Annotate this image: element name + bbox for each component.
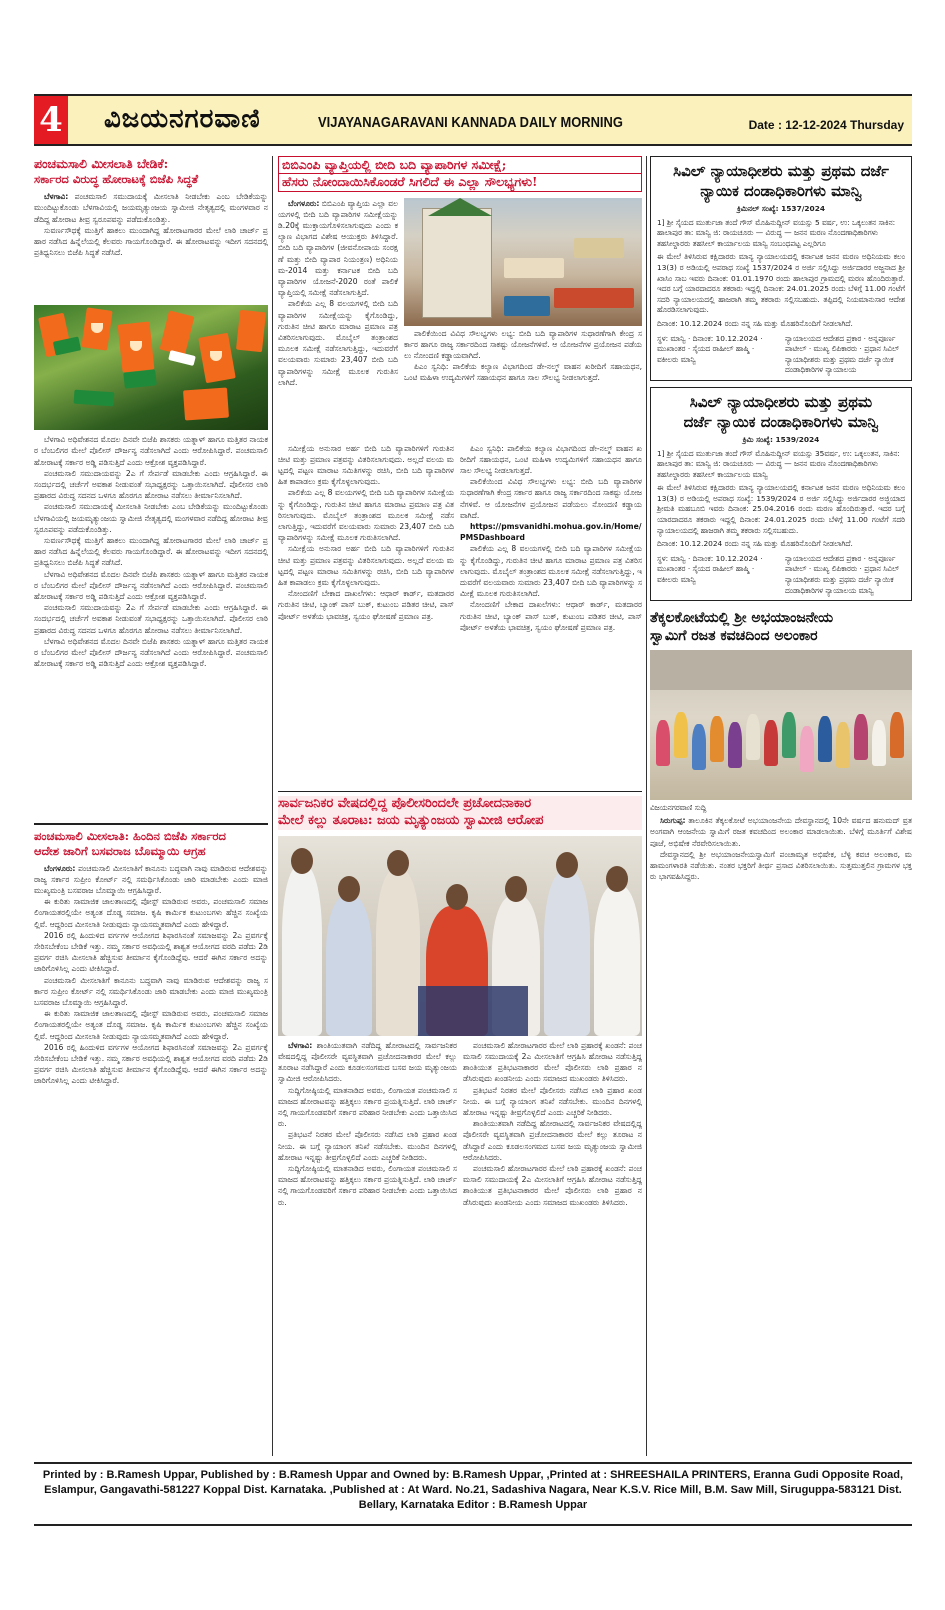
- paragraph: ಪಂಚಮಸಾಲಿ ಹೋರಾಟಗಾರರ ಮೇಲೆ ಲಾಠಿ ಪ್ರಹಾರಕ್ಕೆ ಖಂಡನೆ: ಪಂಚಮಸಾಲಿ ಸಮುದಾಯಕ್ಕೆ 2ಎ ಮೀಸಲಾತಿಗೆ ಆಗ್ರಹಿಸಿ ಹೋರಾಟ ನಡೆಸುತ್ತಿದ್ದ ಶಾಂತಿಯುತ ಪ್ರತಿಭಟನಾಕಾರರ ಮೇಲೆ ಪೊಲೀಸರು ಲಾಠಿ ಪ್ರಹಾರ ನಡೆಸಿರುವುದು ಖಂಡನೀಯ ಎಂದು ಸಮಾಜದ ಮುಖಂಡರು ತಿಳಿಸಿದರು.: [463, 1040, 642, 1084]
- paragraph: ಪಾಲಿಕೆಯ ಎಲ್ಲ 8 ವಲಯಗಳಲ್ಲಿ ಬೀದಿ ಬದಿ ವ್ಯಾಪಾರಿಗಳ ಸಮೀಕ್ಷೆಯನ್ನು ಕೈಗೊಂಡಿದ್ದು, ಗುರುತಿನ ಚೀಟಿ ಹಾಗೂ ಮಾರಾಟ ಪ್ರಮಾಣ ಪತ್ರ ವಿತರಿಸಲಾಗುವುದು. ಮೊಬೈಲ್ ತಂತ್ರಾಂಶದ ಮೂಲಕ ಸಮೀಕ್ಷೆ ನಡೆಸಲಾಗುತ್ತಿದ್ದು, ಇದುವರೆಗೆ ವಲಯವಾರು ಸುಮಾರು 23,407 ಬೀದಿ ಬದಿ ವ್ಯಾಪಾರಿಗಳನ್ನು ಸಮೀಕ್ಷೆ ಮೂಲಕ ಗುರುತಿಸಲಾಗಿದೆ.: [460, 544, 642, 599]
- masthead: [34, 94, 912, 146]
- paragraph: ಪಂಚಮಸಾಲಿ ಸಮುದಾಯಕ್ಕೆ ಮೀಸಲಾತಿ ನೀಡಬೇಕು ಎಂಬ ಬೇಡಿಕೆಯನ್ನು ಮುಂದಿಟ್ಟುಕೊಂಡು ಬೆಳಗಾವಿಯಲ್ಲಿ ಜಯಮೃತ್ಯುಂಜಯ ಸ್ವಾಮೀಜಿ ನೇತೃತ್ವದಲ್ಲಿ ಮಂಗಳವಾರ ನಡೆದಿದ್ದ ಹೋರಾಟ ತೀವ್ರ ಸ್ವರೂಪವನ್ನು ಪಡೆದುಕೊಂಡಿತ್ತು.: [34, 502, 268, 534]
- person-icon: [800, 726, 814, 772]
- article-headline-line2: ಆದೇಶ ಜಾರಿಗೆ ಬಸವರಾಜ ಬೊಮ್ಮಾಯಿ ಆಗ್ರಹ: [34, 843, 206, 858]
- paragraph: ಈ ಕುರಿತು ಸಾಮಾಜಿಕ ಜಾಲತಾಣದಲ್ಲಿ ಪೋಸ್ಟ್ ಮಾಡಿರುವ ಅವರು, ಪಂಚಮಸಾಲಿ ಸಮಾಜ ಲಿಂಗಾಯತರಲ್ಲಿಯೇ ಅತ್ಯಂತ ದೊಡ್ಡ ಸಮಾಜ. ಕೃಷಿ ಕಾರ್ಮಿಕ ಕುಟುಂಬಗಳು ಹೆಚ್ಚಿನ ಸಂಖ್ಯೆಯಲ್ಲಿವೆ. ಆದ್ದರಿಂದ ಮೀಸಲಾತಿ ನೀಡುವುದು ನ್ಯಾಯಸಮ್ಮತವಾಗಿದೆ ಎಂದು ಹೇಳಿದ್ದಾರೆ.: [34, 1009, 268, 1041]
- building-icon: [422, 208, 492, 318]
- notice-body: ಈ ಮೇಲೆ ತಿಳಿಸಿರುವ ಕಕ್ಷಿದಾರರು ಮಾನ್ಯ ನ್ಯಾಯಾಲಯದಲ್ಲಿ ಕರ್ನಾಟಕ ಜನನ ಮರಣ ಅಧಿನಿಯಮ ಕಲಂ 13(3) ರ ಅಡಿಯಲ್ಲಿ ಅಪರಾಧ ಸಂಖ್ಯೆ 1537/2024 ರ ಅರ್ಜಿ ಸಲ್ಲಿಸಿದ್ದು ಅರ್ಜಿದಾರರ ಅಜ್ಜನಾದ ಶ್ರೀ ಖಾಸಿಂ ಸಾಬ ಇವರು ದಿನಾಂಕ: 01.01.1970 ರಂದು ಹಾಲಾಪುರ ಗ್ರಾಮದಲ್ಲಿ ಮರಣ ಹೊಂದಿರುತ್ತಾರೆ. ಇದರ ಬಗ್ಗೆ ಯಾರದಾದರೂ ತಕರಾರು ಇದ್ದಲ್ಲಿ ದಿನಾಂಕ: 24.01.2025 ರಂದು ಬೆಳಿಗ್ಗೆ 11.00 ಗಂಟೆಗೆ ಸದರಿ ನ್ಯಾಯಾಲಯದಲ್ಲಿ ಹಾಜರಾಗಿ ತಮ್ಮ ತಕರಾರು ಸಲ್ಲಿಸಬಹುದು. ತಪ್ಪಿದಲ್ಲಿ ನಿಯಮಾನುಸಾರ ಆದೇಶ ಹೊರಡಿಸಲಾಗುವುದು.: [657, 252, 905, 315]
- flag-icon: [168, 350, 196, 366]
- person-icon: [674, 712, 688, 758]
- paragraph: ದೇವಸ್ಥಾನದಲ್ಲಿ ಶ್ರೀ ಅಭಯಾಂಜನೇಯಸ್ವಾಮಿಗೆ ಪಂಚಾಮೃತ ಅಭಿಷೇಕ, ಬೆಳ್ಳಿ ಕವಚ ಅಲಂಕಾರ, ಮಹಾಮಂಗಳಾರತಿ ನಡೆಯಿತು. ನಂತರ ಭಕ್ತರಿಗೆ ತೀರ್ಥ ಪ್ರಸಾದ ವಿತರಿಸಲಾಯಿತು. ಸುತ್ತಮುತ್ತಲಿನ ಗ್ರಾಮಗಳ ಭಕ್ತರು ಭಾಗವಹಿಸಿದ್ದರು.: [650, 849, 912, 882]
- paragraph: ಪಿಎಂ ಸ್ವನಿಧಿ: ಪಾಲಿಕೆಯ ಕಲ್ಯಾಣ ವಿಭಾಗದಿಂದ ಡೇ-ನಲ್ಮ್ ವಾಹನ ಖರೀದಿಗೆ ಸಹಾಯಧನ, ಒಂಟಿ ಮಹಿಳಾ ಉದ್ಯಮಿಗಳಿಗೆ ಸಹಾಯಧನ ಹಾಗೂ ಸಾಲ ಸೌಲಭ್ಯ ನೀಡಲಾಗುತ್ತದೆ.: [404, 362, 642, 383]
- article-body-continued: [278, 443, 454, 787]
- dateline: ಬೆಳಗಾವಿ:: [44, 192, 69, 202]
- stall-icon: [574, 238, 624, 258]
- column-right: [650, 156, 912, 1456]
- article-body-continued: [34, 434, 268, 819]
- temple-wall-icon: [650, 650, 912, 690]
- article-panchamasali-bjp: [34, 156, 268, 819]
- article-headline-line2: ಸ್ವಾಮಿಗೆ ರಜತ ಕವಚದಿಂದ ಅಲಂಕಾರ: [650, 628, 818, 645]
- person-icon: [764, 720, 778, 766]
- paragraph: ಈ ಕುರಿತು ಸಾಮಾಜಿಕ ಜಾಲತಾಣದಲ್ಲಿ ಪೋಸ್ಟ್ ಮಾಡಿರುವ ಅವರು, ಪಂಚಮಸಾಲಿ ಸಮಾಜ ಲಿಂಗಾಯತರಲ್ಲಿಯೇ ಅತ್ಯಂತ ದೊಡ್ಡ ಸಮಾಜ. ಕೃಷಿ ಕಾರ್ಮಿಕ ಕುಟುಂಬಗಳು ಹೆಚ್ಚಿನ ಸಂಖ್ಯೆಯಲ್ಲಿವೆ. ಆದ್ದರಿಂದ ಮೀಸಲಾತಿ ನೀಡುವುದು ನ್ಯಾಯಸಮ್ಮತವಾಗಿದೆ ಎಂದು ಹೇಳಿದ್ದಾರೆ.: [34, 897, 268, 929]
- person-icon: [594, 886, 640, 1036]
- paragraph: ಪಂಚಮಸಾಲಿ ಸಮುದಾಯಕ್ಕೆ ಮೀಸಲಾತಿ ನೀಡಬೇಕು ಎಂಬ ಬೇಡಿಕೆಯನ್ನು ಮುಂದಿಟ್ಟುಕೊಂಡು ಬೆಳಗಾವಿಯಲ್ಲಿ ಜಯಮೃತ್ಯುಂಜಯ ಸ್ವಾಮೀಜಿ ನೇತೃತ್ವದಲ್ಲಿ ಮಂಗಳವಾರ ನಡೆದಿದ್ದ ಹೋರಾಟ ತೀವ್ರ ಸ್ವರೂಪವನ್ನು ಪಡೆದುಕೊಂಡಿತ್ತು.: [34, 192, 268, 224]
- court-notice-1539: [650, 387, 912, 601]
- advocate-block: ಸ್ಥಳ: ಮಾನ್ವಿ · ದಿನಾಂಕ: 10.12.2024 · ಮುಖಾಂತರ · ಸೈಯದ ರಾಹೀಲ್ ಹಾಷ್ಮಿ · ವಕೀಲರು ಮಾನ್ವಿ: [657, 553, 763, 585]
- newspaper-title-kannada: ವಿಜಯನಗರವಾಣಿ: [104, 104, 261, 134]
- person-icon: [746, 714, 760, 760]
- article-headline-line1: ತೆಕ್ಕಲಕೋಟೆಯಲ್ಲಿ ಶ್ರೀ ಅಭಯಾಂಜನೇಯ: [650, 610, 834, 627]
- person-icon: [376, 870, 420, 1036]
- paragraph: ಪಾಲಿಕೆಯಿಂದ ವಿವಿಧ ಸೌಲಭ್ಯಗಳು ಲಭ್ಯ: ಬೀದಿ ಬದಿ ವ್ಯಾಪಾರಿಗಳ ಸುಧಾರಣೆಗಾಗಿ ಕೇಂದ್ರ ಸರ್ಕಾರ ಹಾಗೂ ರಾಜ್ಯ ಸರ್ಕಾರದಿಂದ ಸಾಕಷ್ಟು ಯೋಜನೆಗಳಿವೆ. ಆ ಯೋಜನೆಗಳ ಪ್ರಯೋಜನ ಪಡೆಯಲು ನೋಂದಣಿ ಕಡ್ಡಾಯವಾಗಿದೆ.: [460, 477, 642, 520]
- paragraph: ಪಂಚಮಸಾಲಿ ಹೋರಾಟಗಾರರ ಮೇಲೆ ಲಾಠಿ ಪ್ರಹಾರಕ್ಕೆ ಖಂಡನೆ: ಪಂಚಮಸಾಲಿ ಸಮುದಾಯಕ್ಕೆ 2ಎ ಮೀಸಲಾತಿಗೆ ಆಗ್ರಹಿಸಿ ಹೋರಾಟ ನಡೆಸುತ್ತಿದ್ದ ಶಾಂತಿಯುತ ಪ್ರತಿಭಟನಾಕಾರರ ಮೇಲೆ ಪೊಲೀಸರು ಲಾಠಿ ಪ್ರಹಾರ ನಡೆಸಿರುವುದು ಖಂಡನೀಯ ಎಂದು ಸಮಾಜದ ಮುಖಂಡರು ತಿಳಿಸಿದರು.: [463, 1164, 642, 1207]
- article-bommai-demand: [34, 829, 268, 1423]
- notice-signatures: [657, 334, 905, 376]
- paragraph: ನೋಂದಣಿಗೆ ಬೇಕಾದ ದಾಖಲೆಗಳು: ಆಧಾರ್ ಕಾರ್ಡ್, ಮತದಾರರ ಗುರುತಿನ ಚೀಟಿ, ಬ್ಯಾಂಕ್ ಪಾಸ್ ಬುಕ್, ಕುಟುಂಬ ಪಡಿತರ ಚೀಟಿ, ಪಾಸ್ ಪೋರ್ಟ್ ಅಳತೆಯ ಭಾವಚಿತ್ರ, ಸ್ವಯಂ ಘೋಷಣೆ ಪ್ರಮಾಣ ಪತ್ರ.: [278, 589, 454, 621]
- article-abhayanjaneya-temple: [650, 609, 912, 925]
- flag-icon: [183, 388, 229, 421]
- paragraph: ಬೆಳಗಾವಿ ಅಧಿವೇಶನದ ಮೊದಲ ದಿನವೇ ಬಿಜೆಪಿ ಶಾಸಕರು ಯತ್ನಾಳ್ ಹಾಗೂ ಮತ್ತಿತರ ನಾಯಕರ ಬೆಂಬಲಿಗರ ಮೇಲೆ ಪೊಲೀಸ್ ದೌರ್ಜನ್ಯ ನಡೆಸಲಾಗಿದೆ ಎಂದು ಆರೋಪಿಸಿದ್ದಾರೆ. ಪಂಚಮಸಾಲಿ ಹೋರಾಟಕ್ಕೆ ಸರ್ಕಾರ ಅಡ್ಡಿ ಪಡಿಸುತ್ತಿದೆ ಎಂದು ಆಕ್ರೋಶ ವ್ಯಕ್ತಪಡಿಸಿದ್ದಾರೆ.: [34, 569, 268, 602]
- face-icon: [606, 866, 628, 892]
- face-icon: [291, 848, 313, 874]
- column-middle: [278, 156, 642, 1456]
- flag-icon: [160, 311, 195, 356]
- column-rule-1: [272, 156, 273, 1456]
- article-body: [34, 863, 268, 1423]
- article-divider: [34, 823, 268, 825]
- imprint-line-2: Eslampur, Gangavathi-581227 Koppal Dist. Karnataka. ,Published at : At Ward. No.21, Sadashiva Nagara, Near K.S.V. Rice Mill, B.M. Saw Mill, Siruguppa-583121 Dist.: [44, 1484, 902, 1496]
- imprint-line-3: Bellary, Karnataka Editor : B.Ramesh Uppar: [358, 1499, 588, 1511]
- paragraph: ಸುದ್ದಿಗೋಷ್ಠಿಯಲ್ಲಿ ಮಾತನಾಡಿದ ಅವರು, ಲಿಂಗಾಯತ ಪಂಚಮಸಾಲಿ ಸಮಾಜದ ಹೋರಾಟವನ್ನು ಹತ್ತಿಕ್ಕಲು ಸರ್ಕಾರ ಪ್ರಯತ್ನಿಸುತ್ತಿದೆ. ಲಾಠಿ ಚಾರ್ಜ್ ನಲ್ಲಿ ಗಾಯಗೊಂಡವರಿಗೆ ಸರ್ಕಾರ ಪರಿಹಾರ ನೀಡಬೇಕು ಎಂದು ಒತ್ತಾಯಿಸಿದರು.: [278, 1164, 457, 1207]
- website-link[interactable]: https://pmsvanidhi.mohua.gov.in/Home/PMSDashboard: [460, 521, 642, 543]
- column-rule-2: [646, 156, 647, 1456]
- paragraph: ಪಂಚಮಸಾಲಿ ಮೀಸಲಾತಿಗೆ ಕಾನೂನು ಬದ್ಧವಾಗಿ ನಾವು ಮಾಡಿರುವ ಆದೇಶವನ್ನು ರಾಜ್ಯ ಸರ್ಕಾರ ಸುಪ್ರೀಂ ಕೋರ್ಟ್ ನಲ್ಲಿ ಸಮರ್ಥಿಸಿಕೊಂಡು ಜಾರಿ ಮಾಡಬೇಕು ಎಂದು ಮಾಜಿ ಮುಖ್ಯಮಂತ್ರಿ ಬಸವರಾಜ ಬೊಮ್ಮಾಯಿ ಆಗ್ರಹಿಸಿದ್ದಾರೆ.: [34, 975, 268, 1007]
- paragraph: ಪಾಲಿಕೆಯ ಎಲ್ಲ 8 ವಲಯಗಳಲ್ಲಿ ಬೀದಿ ಬದಿ ವ್ಯಾಪಾರಿಗಳ ಸಮೀಕ್ಷೆಯನ್ನು ಕೈಗೊಂಡಿದ್ದು, ಗುರುತಿನ ಚೀಟಿ ಹಾಗೂ ಮಾರಾಟ ಪ್ರಮಾಣ ಪತ್ರ ವಿತರಿಸಲಾಗುವುದು. ಮೊಬೈಲ್ ತಂತ್ರಾಂಶದ ಮೂಲಕ ಸಮೀಕ್ಷೆ ನಡೆಸಲಾಗುತ್ತಿದ್ದು, ಇದುವರೆಗೆ ವಲಯವಾರು ಸುಮಾರು 23,407 ಬೀದಿ ಬದಿ ವ್ಯಾಪಾರಿಗಳನ್ನು ಸಮೀಕ್ಷೆ ಮೂಲಕ ಗುರುತಿಸಲಾಗಿದೆ.: [278, 488, 454, 543]
- person-icon: [782, 712, 796, 758]
- person-icon: [854, 714, 868, 760]
- paragraph: ಸಮೀಕ್ಷೆಯ ಅನುಸಾರ ಅರ್ಹ ಬೀದಿ ಬದಿ ವ್ಯಾಪಾರಿಗಳಿಗೆ ಗುರುತಿನ ಚೀಟಿ ಮತ್ತು ಪ್ರಮಾಣ ಪತ್ರವನ್ನು ವಿತರಿಸಲಾಗುವುದು. ಅಲ್ಲದೆ ವಲಯ ಮಟ್ಟದಲ್ಲಿ ಪಟ್ಟಣ ಮಾರಾಟ ಸಮಿತಿಗಳನ್ನು ರಚಿಸಿ, ಬೀದಿ ಬದಿ ವ್ಯಾಪಾರಿಗಳ ಹಿತ ಕಾಪಾಡಲು ಕ್ರಮ ಕೈಗೊಳ್ಳಲಾಗುವುದು.: [278, 544, 454, 587]
- person-icon: [890, 712, 904, 758]
- market-photo: [404, 198, 642, 326]
- paragraph: ಪಂಚಮಸಾಲಿ ಸಮುದಾಯವನ್ನು 2ಎ ಗೆ ಸೇರ್ಪಡೆ ಮಾಡಬೇಕು ಎಂದು ಆಗ್ರಹಿಸಿದ್ದಾರೆ. ಈ ಸಂದರ್ಭದಲ್ಲಿ ಚರ್ಚೆಗೆ ಅವಕಾಶ ನೀಡುವಂತೆ ಸಭಾಧ್ಯಕ್ಷರನ್ನು ಒತ್ತಾಯಿಸಲಾಗಿದೆ. ಪೊಲೀಸರ ಲಾಠಿ ಪ್ರಹಾರದ ವಿರುದ್ಧ ಸದನದ ಒಳಗೂ ಹೊರಗೂ ಹೋರಾಟ ನಡೆಸಲು ತೀರ್ಮಾನಿಸಲಾಗಿದೆ.: [34, 468, 268, 501]
- article-body-right: [463, 1040, 642, 1240]
- column-left: [34, 156, 268, 1456]
- temple-procession-photo: [650, 650, 912, 800]
- notice-issued: ದಿನಾಂಕ: 10.12.2024 ರಂದು ನನ್ನ ಸಹಿ ಮತ್ತು ಮೊಹರಿನೊಂದಿಗೆ ನೀಡಲಾಗಿದೆ.: [657, 318, 853, 328]
- article-headline-line1: ಪಂಚಮಸಾಲಿ ಮೀಸಲಾತಿ: ಹಿಂದಿನ ಬಿಜೆಪಿ ಸರ್ಕಾರದ: [34, 828, 226, 843]
- roof-icon: [428, 198, 492, 216]
- face-icon: [387, 850, 409, 876]
- person-icon: [818, 716, 832, 762]
- person-icon: [282, 866, 322, 1036]
- article-bbmp-street-vendors: [278, 156, 642, 787]
- article-headline-line2: ಸರ್ಕಾರದ ವಿರುದ್ಧ ಹೋರಾಟಕ್ಕೆ ಬಿಜೆಪಿ ಸಿದ್ಧತೆ: [34, 172, 199, 187]
- person-icon: [728, 722, 742, 768]
- stall-icon: [554, 288, 634, 308]
- paragraph: ಪಂಚಮಸಾಲಿ ಮೀಸಲಾತಿಗೆ ಕಾನೂನು ಬದ್ಧವಾಗಿ ನಾವು ಮಾಡಿರುವ ಆದೇಶವನ್ನು ರಾಜ್ಯ ಸರ್ಕಾರ ಸುಪ್ರೀಂ ಕೋರ್ಟ್ ನಲ್ಲಿ ಸಮರ್ಥಿಸಿಕೊಂಡು ಜಾರಿ ಮಾಡಬೇಕು ಎಂದು ಮಾಜಿ ಮುಖ್ಯಮಂತ್ರಿ ಬಸವರಾಜ ಬೊಮ್ಮಾಯಿ ಆಗ್ರಹಿಸಿದ್ದಾರೆ.: [34, 863, 268, 895]
- case-number: ಕ್ರಿಮಿ ಸಂಖ್ಯೆ: 1539/2024: [742, 434, 820, 444]
- article-body: [278, 1040, 457, 1240]
- paragraph: 2016 ರಲ್ಲಿ ಹಿಂದುಳಿದ ವರ್ಗಗಳ ಆಯೋಗದ ಶಿಫಾರಸಿನಂತೆ ಸಮಾಜವನ್ನು 2ಎ ಪ್ರವರ್ಗಕ್ಕೆ ಸೇರಿಸಬೇಕೆಂಬ ಬೇಡಿಕೆ ಇತ್ತು. ನಮ್ಮ ಸರ್ಕಾರ ಅವಧಿಯಲ್ಲಿ ಶಾಶ್ವತ ಆಯೋಗದ ವರದಿ ಪಡೆದು 2ಡಿ ಪ್ರವರ್ಗ ರಚಿಸಿ ಮೀಸಲಾತಿ ಹೆಚ್ಚಿಸುವ ತೀರ್ಮಾನ ಕೈಗೊಂಡಿದ್ದೆವು. ಆದರೆ ಈಗಿನ ಸರ್ಕಾರ ಅದನ್ನು ಜಾರಿಗೊಳಿಸಿಲ್ಲ ಎಂದು ಟೀಕಿಸಿದ್ದಾರೆ.: [34, 930, 268, 974]
- notice-title-line1: ಸಿವಿಲ್ ನ್ಯಾಯಾಧೀಶರು ಮತ್ತು ಪ್ರಥಮ ದರ್ಜೆ: [673, 162, 889, 180]
- paragraph: ಸುವರ್ಣಸೌಧಕ್ಕೆ ಮುತ್ತಿಗೆ ಹಾಕಲು ಮುಂದಾಗಿದ್ದ ಹೋರಾಟಗಾರರ ಮೇಲೆ ಲಾಠಿ ಚಾರ್ಜ್ ಪ್ರಹಾರ ನಡೆಸಿದ ಹಿನ್ನೆಲೆಯಲ್ಲಿ ಕೆಲವರು ಗಾಯಗೊಂಡಿದ್ದಾರೆ. ಈ ಹೋರಾಟವನ್ನು ಇದೀಗ ಸದನದಲ್ಲಿ ಪ್ರತಿಧ್ವನಿಸಲು ಬಿಜೆಪಿ ಸಿದ್ಧತೆ ನಡೆಸಿದೆ.: [34, 536, 268, 568]
- paragraph: ಪ್ರತಿಭಟನೆ ನಿರತರ ಮೇಲೆ ಪೊಲೀಸರು ನಡೆಸಿದ ಲಾಠಿ ಪ್ರಹಾರ ಖಂಡನೀಯ. ಈ ಬಗ್ಗೆ ನ್ಯಾಯಾಂಗ ತನಿಖೆ ನಡೆಸಬೇಕು. ಮುಂದಿನ ದಿನಗಳಲ್ಲಿ ಹೋರಾಟ ಇನ್ನಷ್ಟು ತೀವ್ರಗೊಳ್ಳಲಿದೆ ಎಂದು ಎಚ್ಚರಿಕೆ ನೀಡಿದರು.: [463, 1085, 642, 1117]
- case-number: ಕ್ರಿಮಿನಲ್ ಸಂಖ್ಯೆ: 1537/2024: [737, 204, 825, 213]
- paragraph: ಸುದ್ದಿಗೋಷ್ಠಿಯಲ್ಲಿ ಮಾತನಾಡಿದ ಅವರು, ಲಿಂಗಾಯತ ಪಂಚಮಸಾಲಿ ಸಮಾಜದ ಹೋರಾಟವನ್ನು ಹತ್ತಿಕ್ಕಲು ಸರ್ಕಾರ ಪ್ರಯತ್ನಿಸುತ್ತಿದೆ. ಲಾಠಿ ಚಾರ್ಜ್ ನಲ್ಲಿ ಗಾಯಗೊಂಡವರಿಗೆ ಸರ್ಕಾರ ಪರಿಹಾರ ನೀಡಬೇಕು ಎಂದು ಒತ್ತಾಯಿಸಿದರು.: [278, 1085, 457, 1129]
- press-meet-photo: [278, 836, 642, 1036]
- person-icon: [836, 722, 850, 768]
- stall-icon: [504, 258, 564, 278]
- paragraph: ತಾಲೂಕಿನ ತೆಕ್ಕಲಕೋಟೆ ಅಭಯಾಂಜನೇಯ ದೇವಸ್ಥಾನದಲ್ಲಿ 10ನೇ ವರ್ಷದ ಹನುಮದ್ ವ್ರತ ಅಂಗವಾಗಿ ಆಂಜನೇಯ ಸ್ವಾಮಿಗೆ ರಜತ ಕವಚದಿಂದ ಅಲಂಕಾರ ಮಾಡಲಾಯಿತು. ಬೆಳಿಗ್ಗೆ ಮೂರ್ತಿಗೆ ವಿಶೇಷ ಪೂಜೆ, ಅಭಿಷೇಕ ನೆರವೇರಿಸಲಾಯಿತು.: [650, 816, 912, 848]
- dateline: ಬೆಳಗಾವಿ:: [288, 1040, 313, 1050]
- table-icon: [418, 986, 528, 1036]
- paragraph: 2016 ರಲ್ಲಿ ಹಿಂದುಳಿದ ವರ್ಗಗಳ ಆಯೋಗದ ಶಿಫಾರಸಿನಂತೆ ಸಮಾಜವನ್ನು 2ಎ ಪ್ರವರ್ಗಕ್ಕೆ ಸೇರಿಸಬೇಕೆಂಬ ಬೇಡಿಕೆ ಇತ್ತು. ನಮ್ಮ ಸರ್ಕಾರ ಅವಧಿಯಲ್ಲಿ ಶಾಶ್ವತ ಆಯೋಗದ ವರದಿ ಪಡೆದು 2ಡಿ ಪ್ರವರ್ಗ ರಚಿಸಿ ಮೀಸಲಾತಿ ಹೆಚ್ಚಿಸುವ ತೀರ್ಮಾನ ಕೈಗೊಂಡಿದ್ದೆವು. ಆದರೆ ಈಗಿನ ಸರ್ಕಾರ ಅದನ್ನು ಜಾರಿಗೊಳಿಸಿಲ್ಲ ಎಂದು ಟೀಕಿಸಿದ್ದಾರೆ.: [34, 1042, 268, 1086]
- stall-icon: [504, 296, 550, 316]
- paragraph: ಪಾಲಿಕೆಯಿಂದ ವಿವಿಧ ಸೌಲಭ್ಯಗಳು ಲಭ್ಯ: ಬೀದಿ ಬದಿ ವ್ಯಾಪಾರಿಗಳ ಸುಧಾರಣೆಗಾಗಿ ಕೇಂದ್ರ ಸರ್ಕಾರ ಹಾಗೂ ರಾಜ್ಯ ಸರ್ಕಾರದಿಂದ ಸಾಕಷ್ಟು ಯೋಜನೆಗಳಿವೆ. ಆ ಯೋಜನೆಗಳ ಪ್ರಯೋಜನ ಪಡೆಯಲು ನೋಂದಣಿ ಕಡ್ಡಾಯವಾಗಿದೆ.: [404, 328, 642, 360]
- notice-parties: 1] ಶ್ರೀ ಸೈಯದ ಮುರ್ತುಜಾ ತಂದೆ ಗೌಸ್ ಮೊಹಿನುದ್ದೀನ್ ವಯಸ್ಸು 5 ವರ್ಷ, ಉ: ಒಕ್ಕಲುತನ ಸಾಕಿನ: ಹಾಲಾಪುರ ತಾ: ಮಾನ್ವಿ ಜಿ: ರಾಯಚೂರು — ವಿರುದ್ಧ — ಜನನ ಮರಣ ನೊಂದಣಾಧಿಕಾರಿಗಳು ತಹಸೀಲ್ದಾರರು ತಹಸೀಲ್ ಕಾರ್ಯಾಲಯ ಮಾನ್ವಿ ಸಂಬಂಧಪಟ್ಟ ಎಲ್ಲರಿಗೂ: [657, 217, 896, 248]
- notice-title-line2: ದರ್ಜೆ ನ್ಯಾಯಿಕ ದಂಡಾಧಿಕಾರಿಗಳು ಮಾನ್ವಿ: [683, 412, 879, 431]
- notice-parties: 1] ಶ್ರೀ ಸೈಯದ ಮುರ್ತುಜಾ ತಂದೆ ಗೌಸ್ ಮೊಹಿನುದ್ದೀನ್ ವಯಸ್ಸು 35ವರ್ಷ, ಉ: ಒಕ್ಕಲುತನ, ಸಾಕಿನ: ಹಾಲಾಪುರ ತಾ: ಮಾನ್ವಿ ಜಿ: ರಾಯಚೂರು — ವಿರುದ್ಧ — ಜನನ ಮರಣ ನೊಂದಣಾಧಿಕಾರಿಗಳು ತಹಸೀಲ್ದಾರರು ತಹಸೀಲ್ ಕಾರ್ಯಾಲಯ ಮಾನ್ವಿ: [657, 448, 900, 479]
- paragraph: ಪಿಎಂ ಸ್ವನಿಧಿ: ಪಾಲಿಕೆಯ ಕಲ್ಯಾಣ ವಿಭಾಗದಿಂದ ಡೇ-ನಲ್ಮ್ ವಾಹನ ಖರೀದಿಗೆ ಸಹಾಯಧನ, ಒಂಟಿ ಮಹಿಳಾ ಉದ್ಯಮಿಗಳಿಗೆ ಸಹಾಯಧನ ಹಾಗೂ ಸಾಲ ಸೌಲಭ್ಯ ನೀಡಲಾಗುತ್ತದೆ.: [460, 443, 642, 475]
- article-sidebar-text: [404, 328, 642, 443]
- newspaper-title-english: VIJAYANAGARAVANI KANNADA DAILY MORNING: [318, 114, 623, 131]
- article-body: [34, 191, 268, 301]
- article-swamiji-allegation: [278, 796, 642, 1240]
- person-icon: [872, 720, 886, 766]
- issue-date: Date : 12-12-2024 Thursday: [748, 118, 904, 132]
- paragraph: ಬೆಳಗಾವಿ ಅಧಿವೇಶನದ ಮೊದಲ ದಿನವೇ ಬಿಜೆಪಿ ಶಾಸಕರು ಯತ್ನಾಳ್ ಹಾಗೂ ಮತ್ತಿತರ ನಾಯಕರ ಬೆಂಬಲಿಗರ ಮೇಲೆ ಪೊಲೀಸ್ ದೌರ್ಜನ್ಯ ನಡೆಸಲಾಗಿದೆ ಎಂದು ಆರೋಪಿಸಿದ್ದಾರೆ. ಪಂಚಮಸಾಲಿ ಹೋರಾಟಕ್ಕೆ ಸರ್ಕಾರ ಅಡ್ಡಿ ಪಡಿಸುತ್ತಿದೆ ಎಂದು ಆಕ್ರೋಶ ವ್ಯಕ್ತಪಡಿಸಿದ್ದಾರೆ.: [34, 636, 268, 669]
- page-number: 4: [34, 96, 68, 144]
- paragraph: ಬಿಬಿಎಂಪಿ ವ್ಯಾಪ್ತಿಯ ಎಲ್ಲಾ ವಲಯಗಳಲ್ಲಿ ಬೀದಿ ಬದಿ ವ್ಯಾಪಾರಿಗಳ ಸಮೀಕ್ಷೆಯನ್ನು ಡಿ.20ಕ್ಕೆ ಮುಕ್ತಾಯಗೊಳಿಸಲಾಗುವುದು ಎಂದು ಕಲ್ಯಾಣ ವಿಭಾಗದ ವಿಶೇಷ ಆಯುಕ್ತರು ತಿಳಿಸಿದ್ದಾರೆ. ಬೀದಿ ಬದಿ ವ್ಯಾಪಾರಿಗಳ (ಜೀವನೋಪಾಯ ಸಂರಕ್ಷಣೆ ಮತ್ತು ಬೀದಿ ವ್ಯಾಪಾರ ನಿಯಂತ್ರಣ) ಅಧಿನಿಯಮ-2014 ಮತ್ತು ಕರ್ನಾಟಕ ಬೀದಿ ಬದಿ ವ್ಯಾಪಾರಿಗಳ ಯೋಜನೆ-2020 ರಂತೆ ಪಾಲಿಕೆ ವ್ಯಾಪ್ತಿಯಲ್ಲಿ ಸಮೀಕ್ಷೆ ನಡೆಸಲಾಗುತ್ತಿದೆ.: [278, 198, 398, 298]
- flag-icon: [123, 370, 156, 389]
- bjp-flags-photo: [34, 305, 268, 430]
- face-icon: [505, 876, 527, 902]
- notice-body: ಈ ಮೇಲೆ ತಿಳಿಸಿರುವ ಕಕ್ಷಿದಾರರು ಮಾನ್ಯ ನ್ಯಾಯಾಲಯದಲ್ಲಿ ಕರ್ನಾಟಕ ಜನನ ಮರಣ ಅಧಿನಿಯಮ ಕಲಂ 13(3) ರ ಅಡಿಯಲ್ಲಿ ಅಪರಾಧ ಸಂಖ್ಯೆ: 1539/2024 ರ ಅರ್ಜಿ ಸಲ್ಲಿಸಿದ್ದು ಅರ್ಜಿದಾರರ ಅಜ್ಜಿಯಾದ ಶ್ರೀಮತಿ ಮಹಬೂಬಿ ಇವರು ದಿನಾಂಕ: 25.04.2016 ರಂದು ಮರಣ ಹೊಂದಿರುತ್ತಾರೆ. ಇದರ ಬಗ್ಗೆ ಯಾರದಾದರೂ ತಕರಾರು ಇದ್ದಲ್ಲಿ ದಿನಾಂಕ: 24.01.2025 ರಂದು ಬೆಳಿಗ್ಗೆ 11.00 ಗಂಟೆಗೆ ಸದರಿ ನ್ಯಾಯಾಲಯದಲ್ಲಿ ಹಾಜರಾಗಿ ತಮ್ಮ ತಕರಾರು ಸಲ್ಲಿಸಬಹುದು.: [657, 483, 905, 535]
- dateline: ಬೆಂಗಳೂರು:: [44, 863, 76, 873]
- paragraph: ಸುವರ್ಣಸೌಧಕ್ಕೆ ಮುತ್ತಿಗೆ ಹಾಕಲು ಮುಂದಾಗಿದ್ದ ಹೋರಾಟಗಾರರ ಮೇಲೆ ಲಾಠಿ ಚಾರ್ಜ್ ಪ್ರಹಾರ ನಡೆಸಿದ ಹಿನ್ನೆಲೆಯಲ್ಲಿ ಕೆಲವರು ಗಾಯಗೊಂಡಿದ್ದಾರೆ. ಈ ಹೋರಾಟವನ್ನು ಇದೀಗ ಸದನದಲ್ಲಿ ಪ್ರತಿಧ್ವನಿಸಲು ಬಿಜೆಪಿ ಸಿದ್ಧತೆ ನಡೆಸಿದೆ.: [34, 225, 268, 258]
- court-clerk-block: ನ್ಯಾಯಾಲಯದ ಆದೇಶದ ಪ್ರಕಾರ · ಅನ್ನಪೂರ್ಣ ಪಾಟೀಲ್ · ಮುಖ್ಯ ಲಿಪಿಕಾರರು · ಪ್ರಧಾನ ಸಿವಿಲ್ ನ್ಯಾಯಾಧೀಶರು ಮತ್ತು ಪ್ರಥಮ ದರ್ಜೆ ನ್ಯಾಯಿಕ ದಂಡಾಧಿಕಾರಿಗಳ ನ್ಯಾಯಾಲಯ: [785, 333, 900, 375]
- flag-icon: [74, 390, 115, 407]
- notice-signatures: [657, 554, 905, 596]
- paragraph: ಪ್ರತಿಭಟನೆ ನಿರತರ ಮೇಲೆ ಪೊಲೀಸರು ನಡೆಸಿದ ಲಾಠಿ ಪ್ರಹಾರ ಖಂಡನೀಯ. ಈ ಬಗ್ಗೆ ನ್ಯಾಯಾಂಗ ತನಿಖೆ ನಡೆಸಬೇಕು. ಮುಂದಿನ ದಿನಗಳಲ್ಲಿ ಹೋರಾಟ ಇನ್ನಷ್ಟು ತೀವ್ರಗೊಳ್ಳಲಿದೆ ಎಂದು ಎಚ್ಚರಿಕೆ ನೀಡಿದರು.: [278, 1130, 457, 1162]
- paragraph: ಬೆಳಗಾವಿ ಅಧಿವೇಶನದ ಮೊದಲ ದಿನವೇ ಬಿಜೆಪಿ ಶಾಸಕರು ಯತ್ನಾಳ್ ಹಾಗೂ ಮತ್ತಿತರ ನಾಯಕರ ಬೆಂಬಲಿಗರ ಮೇಲೆ ಪೊಲೀಸ್ ದೌರ್ಜನ್ಯ ನಡೆಸಲಾಗಿದೆ ಎಂದು ಆರೋಪಿಸಿದ್ದಾರೆ. ಪಂಚಮಸಾಲಿ ಹೋರಾಟಕ್ಕೆ ಸರ್ಕಾರ ಅಡ್ಡಿ ಪಡಿಸುತ್ತಿದೆ ಎಂದು ಆಕ್ರೋಶ ವ್ಯಕ್ತಪಡಿಸಿದ್ದಾರೆ.: [34, 435, 268, 467]
- article-headline-line1: ಪಂಚಮಸಾಲಿ ಮೀಸಲಾತಿ ಬೇಡಿಕೆ:: [34, 156, 169, 171]
- notice-issued: ದಿನಾಂಕ: 10.12.2024 ರಂದು ನನ್ನ ಸಹಿ ಮತ್ತು ಮೊಹರಿನೊಂದಿಗೆ ನೀಡಲಾಗಿದೆ.: [657, 539, 853, 549]
- dateline: ಬೆಂಗಳೂರು:: [288, 198, 320, 208]
- article-headline-line2: ಹೆಸರು ನೋಂದಾಯಿಸಿಕೊಂಡರೆ ಸಿಗಲಿದೆ ಈ ಎಲ್ಲಾ ಸೌಲಭ್ಯಗಳು!: [278, 174, 642, 191]
- face-icon: [338, 876, 360, 902]
- face-icon: [556, 852, 578, 878]
- dateline: ಸಿರುಗುಪ್ಪ:: [660, 816, 686, 826]
- article-divider: [278, 791, 642, 793]
- advocate-block: ಸ್ಥಳ: ಮಾನ್ವಿ · ದಿನಾಂಕ: 10.12.2024 · ಮುಖಾಂತರ · ಸೈಯದ ರಾಹೀಲ್ ಹಾಷ್ಮಿ · ವಕೀಲರು ಮಾನ್ವಿ: [657, 333, 763, 364]
- paragraph: ಪಂಚಮಸಾಲಿ ಸಮುದಾಯವನ್ನು 2ಎ ಗೆ ಸೇರ್ಪಡೆ ಮಾಡಬೇಕು ಎಂದು ಆಗ್ರಹಿಸಿದ್ದಾರೆ. ಈ ಸಂದರ್ಭದಲ್ಲಿ ಚರ್ಚೆಗೆ ಅವಕಾಶ ನೀಡುವಂತೆ ಸಭಾಧ್ಯಕ್ಷರನ್ನು ಒತ್ತಾಯಿಸಲಾಗಿದೆ. ಪೊಲೀಸರ ಲಾಠಿ ಪ್ರಹಾರದ ವಿರುದ್ಧ ಸದನದ ಒಳಗೂ ಹೊರಗೂ ಹೋರಾಟ ನಡೆಸಲು ತೀರ್ಮಾನಿಸಲಾಗಿದೆ.: [34, 603, 268, 635]
- paragraph: ಶಾಂತಿಯುತವಾಗಿ ನಡೆದಿದ್ದ ಹೋರಾಟದಲ್ಲಿ ಸಾರ್ವಜನಿಕರ ವೇಷದಲ್ಲಿದ್ದ ಪೊಲೀಸರೇ ವ್ಯವಸ್ಥಿತವಾಗಿ ಪ್ರಚೋದನಾಕಾರರ ಮೇಲೆ ಕಲ್ಲು ತೂರಾಟ ನಡೆಸಿದ್ದಾರೆ ಎಂದು ಕೂಡಲಸಂಗಮದ ಬಸವ ಜಯ ಮೃತ್ಯುಂಜಯ ಸ್ವಾಮೀಜಿ ಆರೋಪಿಸಿದರು.: [278, 1040, 457, 1084]
- notice-title-line2: ನ್ಯಾಯಿಕ ದಂಡಾಧಿಕಾರಿಗಳು ಮಾನ್ವಿ: [700, 182, 862, 200]
- imprint-footer: [34, 1462, 912, 1526]
- person-icon: [710, 716, 724, 762]
- flag-icon: [236, 310, 266, 352]
- article-headline-line1: ಸಾರ್ವಜನಿಕರ ವೇಷದಲ್ಲಿದ್ದ ಪೊಲೀಸರಿಂದಲೇ ಪ್ರಚೋದನಾಕಾರ: [278, 796, 642, 813]
- court-clerk-block: ನ್ಯಾಯಾಲಯದ ಆದೇಶದ ಪ್ರಕಾರ · ಅನ್ನಪೂರ್ಣ ಪಾಟೀಲ್ · ಮುಖ್ಯ ಲಿಪಿಕಾರರು · ಪ್ರಧಾನ ಸಿವಿಲ್ ನ್ಯಾಯಾಧೀಶರು ಮತ್ತು ಪ್ರಥಮ ದರ್ಜೆ ನ್ಯಾಯಿಕ ದಂಡಾಧಿಕಾರಿಗಳ ನ್ಯಾಯಾಲಯ ಮಾನ್ವಿ: [785, 553, 900, 595]
- imprint-line-1: Printed by : B.Ramesh Uppar, Published by : B.Ramesh Uppar and Owned by: B.Ramesh Uppar, ,Printed at : SHREESHAILA PRINTERS, Eranna Gudi Opposite Road,: [42, 1469, 904, 1481]
- article-body: [650, 815, 912, 925]
- paragraph: ಸಮೀಕ್ಷೆಯ ಅನುಸಾರ ಅರ್ಹ ಬೀದಿ ಬದಿ ವ್ಯಾಪಾರಿಗಳಿಗೆ ಗುರುತಿನ ಚೀಟಿ ಮತ್ತು ಪ್ರಮಾಣ ಪತ್ರವನ್ನು ವಿತರಿಸಲಾಗುವುದು. ಅಲ್ಲದೆ ವಲಯ ಮಟ್ಟದಲ್ಲಿ ಪಟ್ಟಣ ಮಾರಾಟ ಸಮಿತಿಗಳನ್ನು ರಚಿಸಿ, ಬೀದಿ ಬದಿ ವ್ಯಾಪಾರಿಗಳ ಹಿತ ಕಾಪಾಡಲು ಕ್ರಮ ಕೈಗೊಳ್ಳಲಾಗುವುದು.: [278, 443, 454, 487]
- person-icon: [692, 724, 706, 770]
- article-body-right: [460, 443, 642, 787]
- court-notice-1537: [650, 156, 912, 381]
- photo-credit: ವಿಜಯನಗರವಾಣಿ ಸುದ್ದಿ: [650, 802, 707, 812]
- paragraph: ನೋಂದಣಿಗೆ ಬೇಕಾದ ದಾಖಲೆಗಳು: ಆಧಾರ್ ಕಾರ್ಡ್, ಮತದಾರರ ಗುರುತಿನ ಚೀಟಿ, ಬ್ಯಾಂಕ್ ಪಾಸ್ ಬುಕ್, ಕುಟುಂಬ ಪಡಿತರ ಚೀಟಿ, ಪಾಸ್ ಪೋರ್ಟ್ ಅಳತೆಯ ಭಾವಚಿತ್ರ, ಸ್ವಯಂ ಘೋಷಣೆ ಪ್ರಮಾಣ ಪತ್ರ.: [460, 600, 642, 632]
- paragraph: ಪಾಲಿಕೆಯ ಎಲ್ಲ 8 ವಲಯಗಳಲ್ಲಿ ಬೀದಿ ಬದಿ ವ್ಯಾಪಾರಿಗಳ ಸಮೀಕ್ಷೆಯನ್ನು ಕೈಗೊಂಡಿದ್ದು, ಗುರುತಿನ ಚೀಟಿ ಹಾಗೂ ಮಾರಾಟ ಪ್ರಮಾಣ ಪತ್ರ ವಿತರಿಸಲಾಗುವುದು. ಮೊಬೈಲ್ ತಂತ್ರಾಂಶದ ಮೂಲಕ ಸಮೀಕ್ಷೆ ನಡೆಸಲಾಗುತ್ತಿದ್ದು, ಇದುವರೆಗೆ ವಲಯವಾರು ಸುಮಾರು 23,407 ಬೀದಿ ಬದಿ ವ್ಯಾಪಾರಿಗಳನ್ನು ಸಮೀಕ್ಷೆ ಮೂಲಕ ಗುರುತಿಸಲಾಗಿದೆ.: [278, 299, 398, 387]
- paragraph: ಶಾಂತಿಯುತವಾಗಿ ನಡೆದಿದ್ದ ಹೋರಾಟದಲ್ಲಿ ಸಾರ್ವಜನಿಕರ ವೇಷದಲ್ಲಿದ್ದ ಪೊಲೀಸರೇ ವ್ಯವಸ್ಥಿತವಾಗಿ ಪ್ರಚೋದನಾಕಾರರ ಮೇಲೆ ಕಲ್ಲು ತೂರಾಟ ನಡೆಸಿದ್ದಾರೆ ಎಂದು ಕೂಡಲಸಂಗಮದ ಬಸವ ಜಯ ಮೃತ್ಯುಂಜಯ ಸ್ವಾಮೀಜಿ ಆರೋಪಿಸಿದರು.: [463, 1119, 642, 1162]
- person-icon: [326, 896, 372, 1036]
- face-icon: [446, 884, 468, 910]
- article-headline-line1: ಬಿಬಿಎಂಪಿ ವ್ಯಾಪ್ತಿಯಲ್ಲಿ ಬೀದಿ ಬದಿ ವ್ಯಾಪಾರಿಗಳ ಸಮೀಕ್ಷೆ;: [278, 156, 642, 174]
- article-headline-line2: ಮೇಲೆ ಕಲ್ಲು ತೂರಾಟ: ಜಯ ಮೃತ್ಯುಂಜಯ ಸ್ವಾಮೀಜಿ ಆರೋಪ: [278, 813, 642, 830]
- notice-title-line1: ಸಿವಿಲ್ ನ್ಯಾಯಾಧೀಶರು ಮತ್ತು ಪ್ರಥಮ: [689, 392, 873, 411]
- person-icon: [544, 872, 590, 1036]
- person-icon: [656, 720, 670, 766]
